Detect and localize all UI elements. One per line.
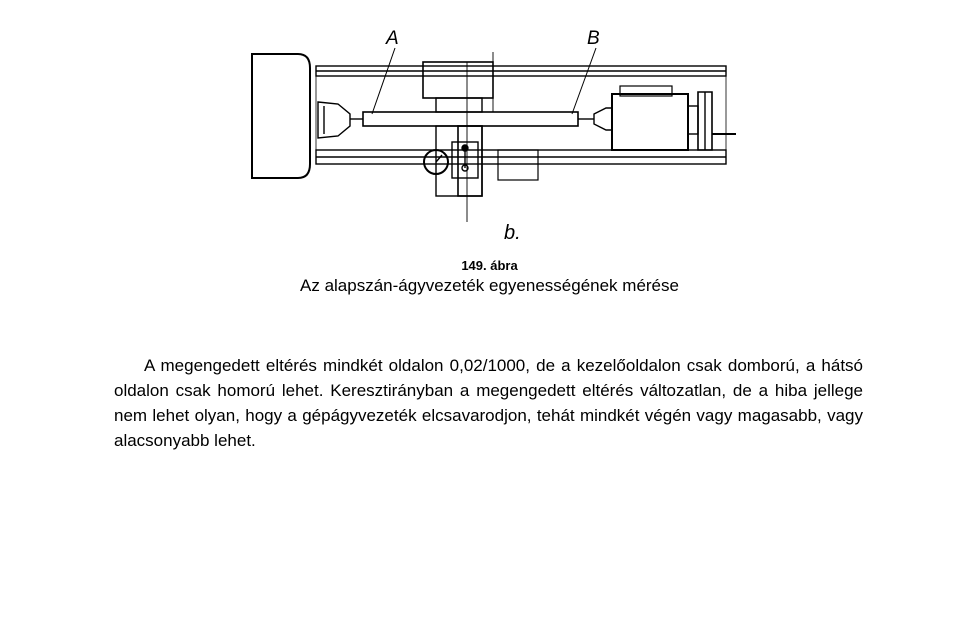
bed-body bbox=[316, 76, 726, 150]
figure-caption: Az alapszán-ágyvezeték egyenességének mérése bbox=[300, 276, 679, 295]
figure-number: 149. ábra bbox=[461, 258, 518, 273]
leader-b bbox=[572, 48, 596, 114]
tailstock-body bbox=[612, 94, 688, 150]
leader-a bbox=[372, 48, 395, 114]
test-bar bbox=[363, 112, 578, 126]
headstock bbox=[252, 54, 310, 178]
body-paragraph: A megengedett eltérés mindkét oldalon 0,02/1000, de a kezelőoldalon csak domború, a hátsó oldalon csak homorú lehet. Keresztirányban a megengedett eltérés változatlan, de a hiba jellege nem lehet olyan, hogy a gépágyvezeték elcsavarodjon, tehát mindkét végén vagy magasabb, vagy alacsonyabb lehet. bbox=[114, 356, 863, 450]
lathe-bed-diagram bbox=[250, 22, 750, 250]
headstock-center bbox=[318, 102, 350, 138]
label-b: B bbox=[587, 28, 600, 49]
tailstock-center bbox=[594, 108, 612, 130]
label-a: A bbox=[386, 28, 399, 49]
saddle-top bbox=[423, 62, 493, 98]
subfigure-label: b. bbox=[504, 222, 521, 244]
